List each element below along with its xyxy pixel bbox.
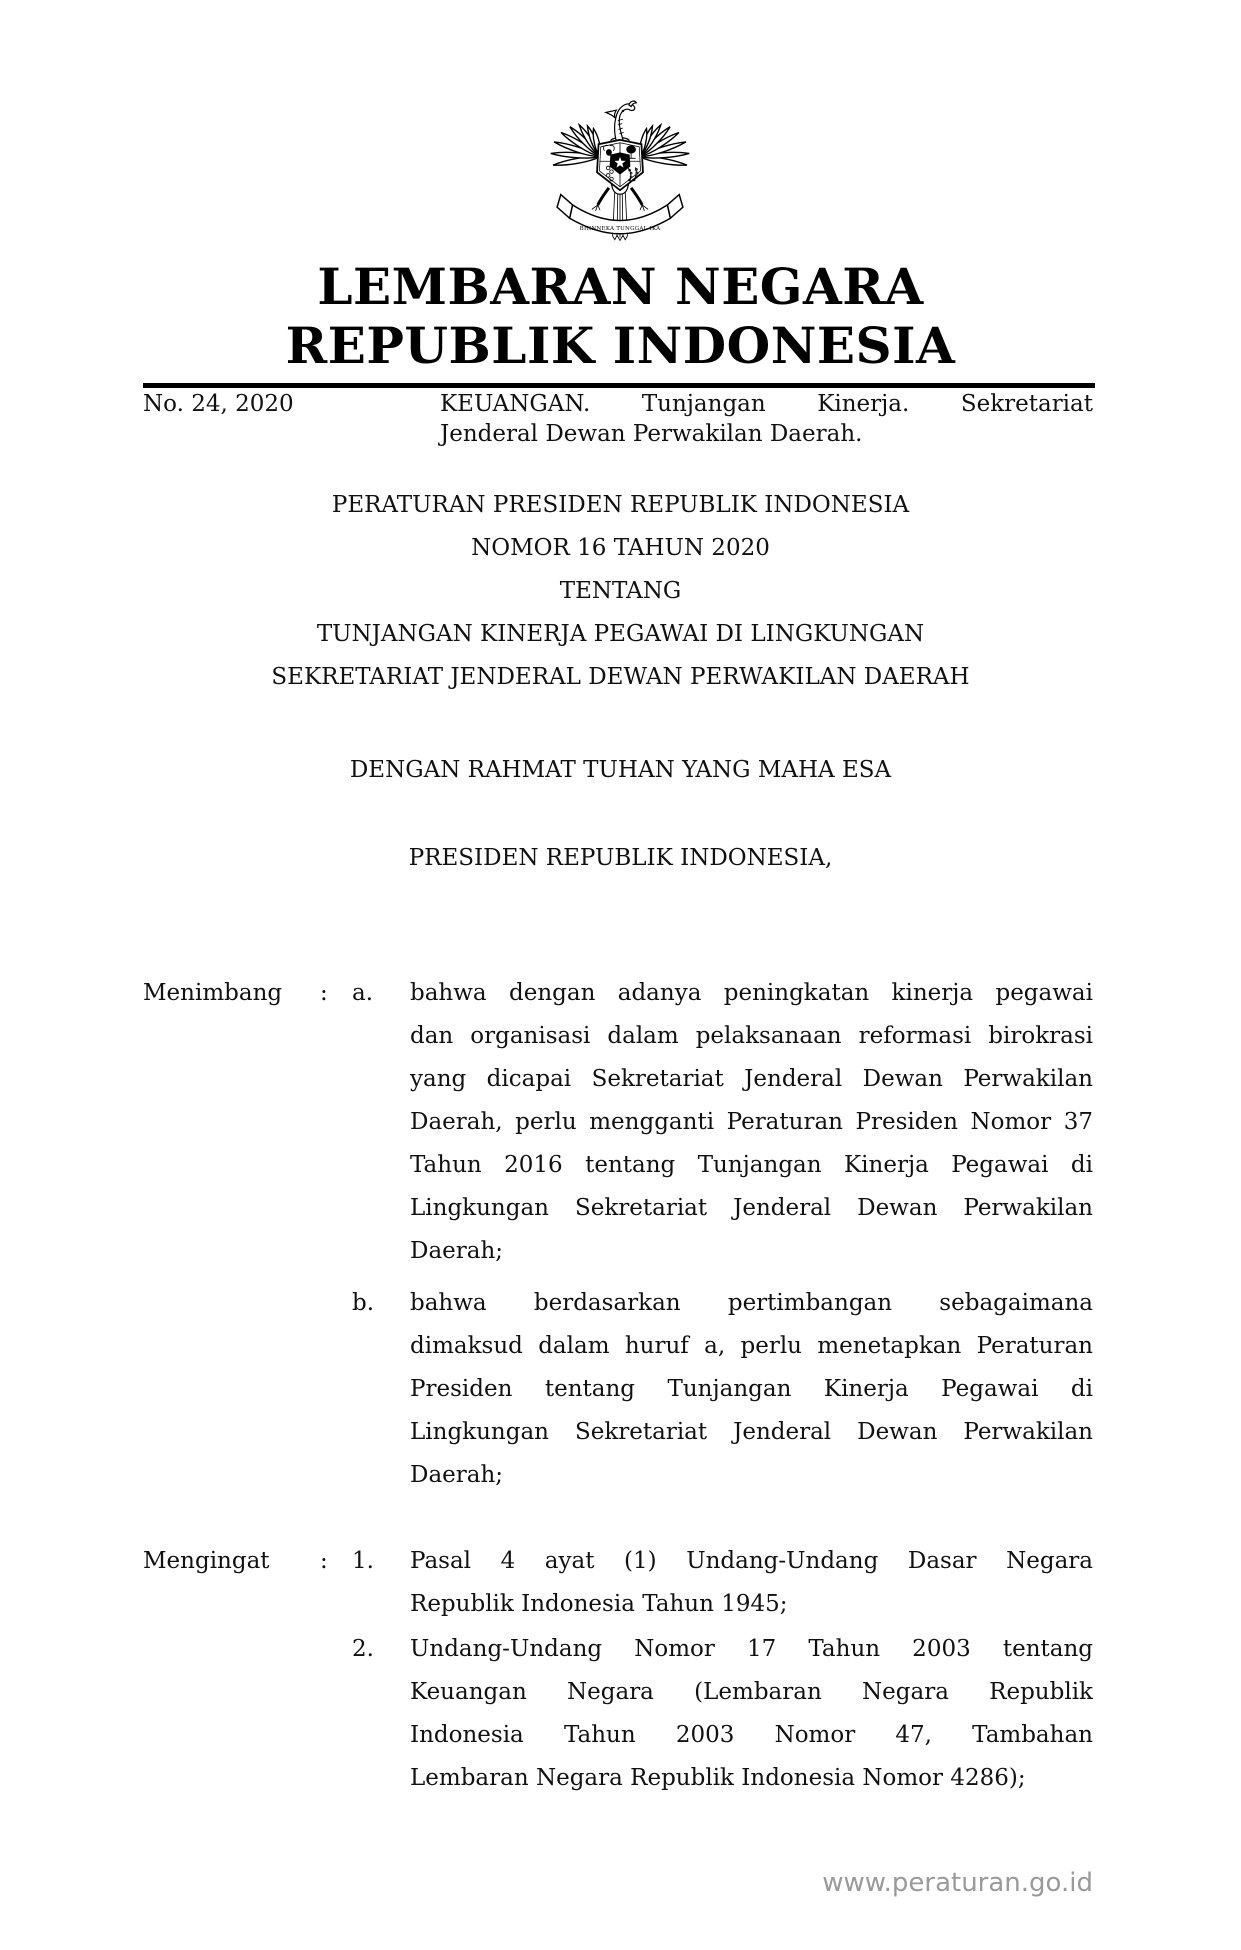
text-line: yang dicapai Sekretariat Jenderal Dewan Perwakilan [410, 1066, 1093, 1092]
item-marker-1: 1. [352, 1548, 374, 1574]
text-line: TUNJANGAN KINERJA PEGAWAI DI LINGKUNGAN [316, 621, 925, 647]
authority-line: PRESIDEN REPUBLIK INDONESIA, [408, 845, 833, 871]
text-line: Pasal 4 ayat (1) Undang-Undang Dasar Negara [410, 1548, 1093, 1574]
text-line: Jenderal Dewan Perwakilan Daerah. [440, 421, 863, 447]
text-line: bahwa berdasarkan pertimbangan sebagaimana [410, 1290, 1093, 1316]
text-line: Undang-Undang Nomor 17 Tahun 2003 tentang [410, 1636, 1093, 1662]
text-line: Lingkungan Sekretariat Jenderal Dewan Perwakilan [410, 1419, 1093, 1445]
issue-number: No. 24, 2020 [143, 391, 294, 417]
mengingat-colon: : [320, 1548, 328, 1574]
text-line: Keuangan Negara (Lembaran Negara Republik [410, 1679, 1093, 1705]
emblem-motto-text: BHINNEKA TUNGGAL IKA [579, 226, 661, 233]
mengingat-item-1 [410, 1540, 1093, 1626]
text-line: Republik Indonesia Tahun 1945; [410, 1591, 788, 1617]
text-line: Presiden tentang Tunjangan Kinerja Pegawai di [410, 1376, 1093, 1402]
regulation-title [0, 484, 1241, 699]
banyan-tree [626, 145, 636, 153]
pancasila-shield [597, 140, 643, 190]
head [606, 101, 636, 143]
text-line: PERATURAN PRESIDEN REPUBLIK INDONESIA [331, 492, 910, 518]
text-line: dimaksud dalam huruf a, perlu menetapkan Peraturan [410, 1333, 1093, 1359]
invocation-line: DENGAN RAHMAT TUHAN YANG MAHA ESA [349, 757, 892, 783]
text-line: NOMOR 16 TAHUN 2020 [471, 535, 770, 561]
left-wing [551, 124, 603, 168]
masthead-title [0, 257, 1241, 375]
text-line: Daerah; [410, 1462, 504, 1488]
menimbang-item-a [410, 972, 1093, 1273]
text-line: SEKRETARIAT JENDERAL DEWAN PERWAKILAN DAERAH [271, 664, 970, 690]
mengingat-label: Mengingat [143, 1548, 270, 1574]
eye [622, 110, 624, 112]
text-line: TENTANG [559, 578, 682, 604]
item-marker-a: a. [352, 980, 374, 1006]
text-line: Indonesia Tahun 2003 Nomor 47, Tambahan [410, 1722, 1093, 1748]
text-line: Daerah, perlu mengganti Peraturan Presiden Nomor 37 [410, 1109, 1093, 1135]
text-line: Daerah; [410, 1238, 504, 1264]
mengingat-item-2 [410, 1628, 1093, 1800]
menimbang-colon: : [320, 980, 328, 1006]
garuda-pancasila-emblem-icon [546, 85, 694, 242]
menimbang-item-b [410, 1282, 1093, 1497]
masthead-line-2: REPUBLIK INDONESIA [285, 316, 956, 375]
masthead-line-1: LEMBARAN NEGARA [317, 257, 924, 316]
item-marker-2: 2. [352, 1636, 374, 1662]
beak [606, 110, 616, 117]
item-marker-b: b. [352, 1290, 375, 1316]
text-line: bahwa dengan adanya peningkatan kinerja pegawai [410, 980, 1093, 1006]
masthead-divider [143, 383, 1095, 388]
text-line: Lingkungan Sekretariat Jenderal Dewan Perwakilan [410, 1195, 1093, 1221]
text-line: KEUANGAN. Tunjangan Kinerja. Sekretariat [440, 391, 1093, 417]
menimbang-label: Menimbang [143, 980, 283, 1006]
text-line: Lembaran Negara Republik Indonesia Nomor 4286); [410, 1765, 1026, 1791]
subject-classification [440, 389, 1093, 449]
watermark-url: www.peraturan.go.id [822, 1868, 1093, 1898]
text-line: dan organisasi dalam pelaksanaan reformasi birokrasi [410, 1023, 1093, 1049]
text-line: Tahun 2016 tentang Tunjangan Kinerja Pegawai di [410, 1152, 1093, 1178]
right-wing [638, 124, 690, 168]
